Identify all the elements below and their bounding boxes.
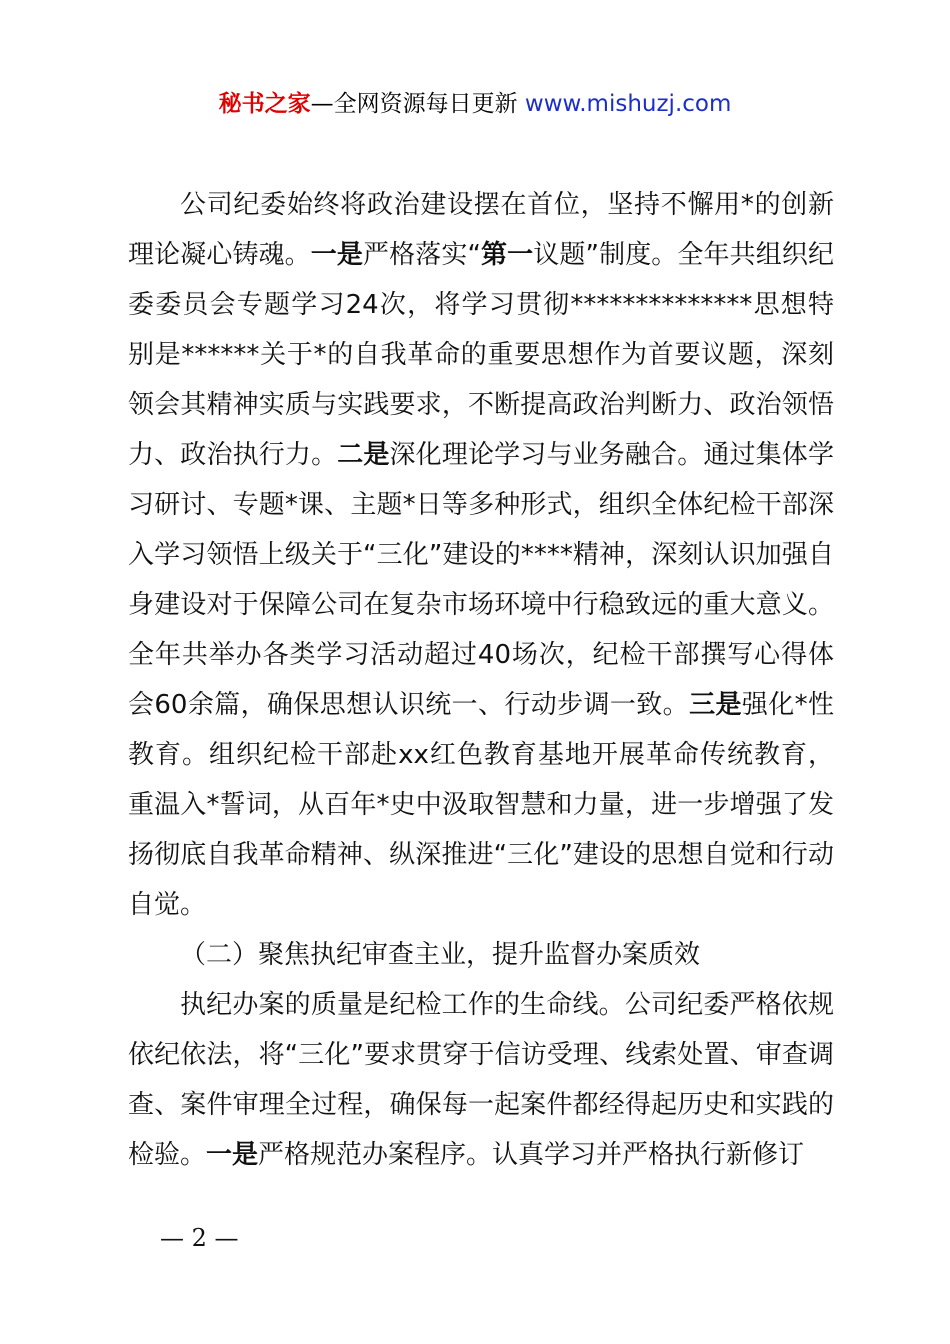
paragraph-political-building xyxy=(128,180,834,930)
bold-marker: 一是 xyxy=(310,240,364,270)
bold-marker: 一是 xyxy=(206,1140,259,1170)
paragraph-text: 公司纪委始终将政治建设摆在首位，坚持不懈用*的创新理论凝心铸魂。 xyxy=(128,190,834,270)
bold-marker: 第一 xyxy=(480,240,534,270)
document-body xyxy=(128,180,834,1180)
site-url-link[interactable]: www.mishuzj.com xyxy=(524,91,732,117)
section-heading: （二）聚焦执纪审查主业，提升监督办案质效 xyxy=(180,940,701,970)
paragraph-text: 执纪办案的质量是纪检工作的生命线。公司纪委严格依规依纪依法，将“三化”要求贯穿于信访受理、线索处置、审查调查、案件审理全过程，确保每一起案件都经得起历史和实践的检验。 xyxy=(128,990,834,1170)
paragraph-case-handling xyxy=(128,980,834,1180)
paragraph-text: 严格落实“ xyxy=(363,240,481,270)
site-header xyxy=(0,84,950,124)
bold-marker: 二是 xyxy=(337,440,390,470)
paragraph-text: 严格规范办案程序。认真学习并严格执行新修订 xyxy=(258,1140,805,1170)
paragraph-text: 议题”制度。全年共组织纪委委员会专题学习24次，将学习贯彻**************思想特别是******关于*的自我革命的重要思想作为首要议题，深刻领会其精神实质与实践要求，不断提高政治判断力、政治领悟力、政治执行力。 xyxy=(128,240,834,470)
header-slogan: —全网资源每日更新 xyxy=(310,91,525,117)
page-number: — 2 — xyxy=(160,1224,239,1252)
paragraph-text: 强化*性教育。组织纪检干部赴xx红色教育基地开展革命传统教育，重温入*誓词，从百年*史中汲取智慧和力量，进一步增强了发扬彻底自我革命精神、纵深推进“三化”建设的思想自觉和行动自觉。 xyxy=(128,690,834,920)
bold-marker: 三是 xyxy=(689,690,742,720)
paragraph-text: 深化理论学习与业务融合。通过集体学习研讨、专题*课、主题*日等多种形式，组织全体纪检干部深入学习领悟上级关于“三化”建设的****精神，深刻认识加强自身建设对于保障公司在复杂市场环境中行稳致远的重大意义。全年共举办各类学习活动超过40场次，纪检干部撰写心得体会60余篇，确保思想认识统一、行动步调一致。 xyxy=(128,440,834,720)
brand-name: 秘书之家 xyxy=(218,91,311,117)
